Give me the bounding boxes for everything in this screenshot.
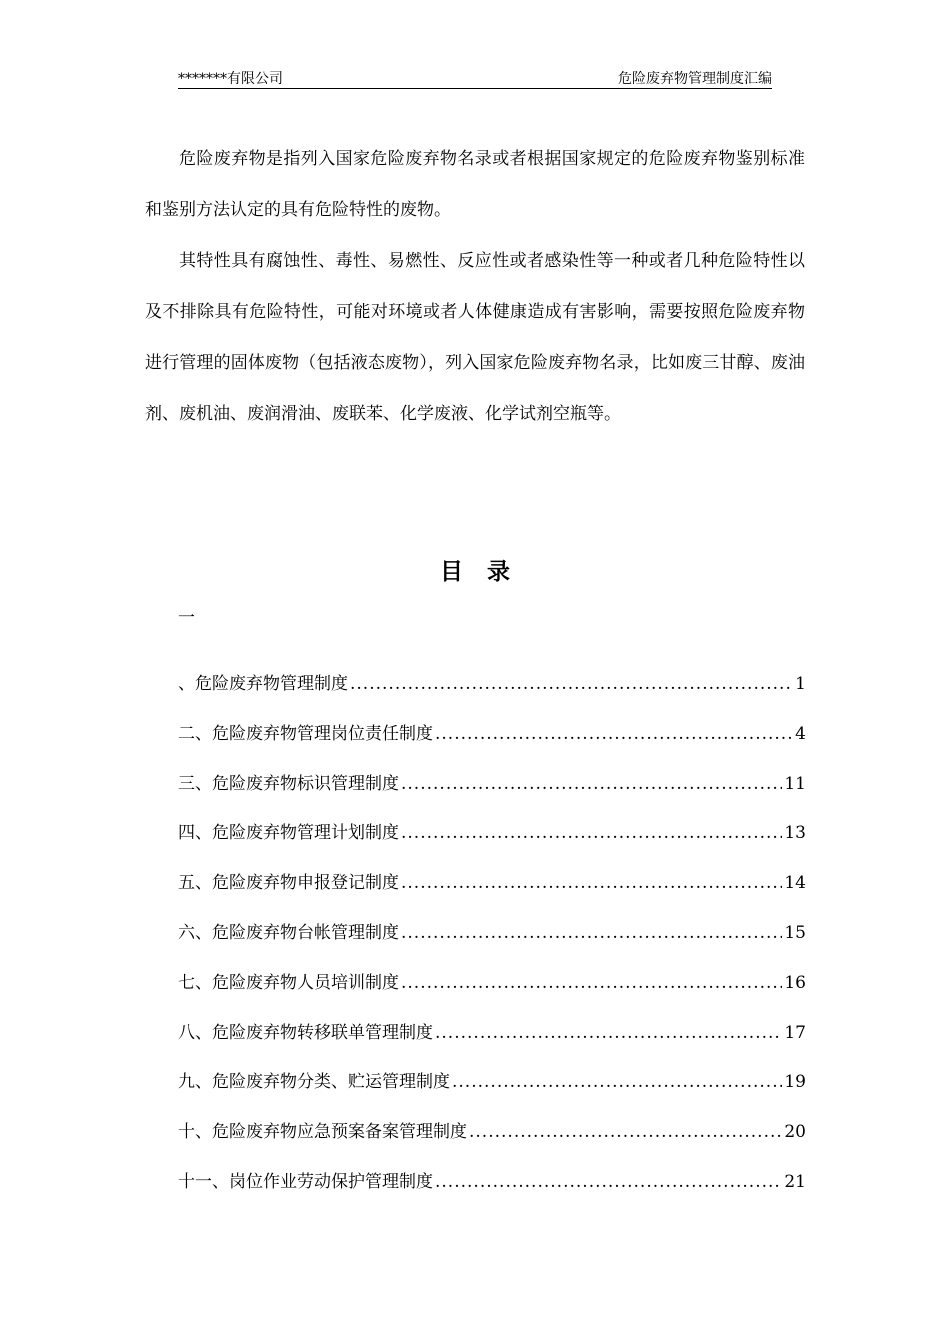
toc-leader-dots	[401, 869, 782, 897]
toc-entry-label: 三、危险废弃物标识管理制度	[178, 773, 399, 794]
page-header	[178, 70, 772, 89]
toc-entry-page: 17	[784, 1022, 806, 1043]
toc-entry-page: 15	[784, 922, 806, 943]
toc-entry[interactable]	[178, 1118, 806, 1168]
toc-leader-dots	[401, 770, 782, 798]
header-doc-title: 危险废弃物管理制度汇编	[618, 71, 772, 87]
toc-entry-page: 21	[784, 1171, 806, 1192]
toc-entry[interactable]	[178, 770, 806, 820]
toc-entry[interactable]	[178, 720, 806, 770]
toc-entry-page: 14	[784, 873, 806, 894]
toc-entry[interactable]	[178, 1168, 806, 1218]
header-company: *******有限公司	[178, 71, 283, 87]
toc-leader-dots	[435, 720, 793, 748]
toc-entry-label: 六、危险废弃物台帐管理制度	[178, 922, 399, 943]
toc-entry-page: 11	[784, 773, 806, 794]
toc-entry-label: 十一、岗位作业劳动保护管理制度	[178, 1171, 433, 1192]
toc-title: 目录	[440, 558, 534, 585]
toc-entry-page: 20	[784, 1122, 806, 1143]
toc-entry-label: 九、危险废弃物分类、贮运管理制度	[178, 1072, 450, 1093]
toc-entry[interactable]	[178, 670, 806, 720]
toc-entry[interactable]	[178, 819, 806, 869]
toc-entry-page: 19	[784, 1072, 806, 1093]
toc-entry[interactable]	[178, 1068, 806, 1118]
toc-leader-dots	[350, 670, 793, 698]
intro-paragraph: 危险废弃物是指列入国家危险废弃物名录或者根据国家规定的危险废弃物鉴别标准和鉴别方法认定的具有危险特性的废物。	[145, 149, 805, 220]
toc-entry-label: 四、危险废弃物管理计划制度	[178, 823, 399, 844]
toc-leader-dots	[401, 819, 782, 847]
toc-entry-label: 七、危险废弃物人员培训制度	[178, 972, 399, 993]
intro-section	[145, 134, 805, 440]
toc-list	[178, 670, 806, 1218]
toc-stray-mark: 一	[178, 608, 195, 628]
toc-leader-dots	[452, 1068, 782, 1096]
toc-entry[interactable]	[178, 969, 806, 1019]
toc-entry-page: 13	[784, 823, 806, 844]
toc-entry-page: 1	[795, 674, 806, 694]
toc-leader-dots	[435, 1168, 782, 1196]
toc-leader-dots	[435, 1019, 782, 1047]
toc-entry-label: 五、危险废弃物申报登记制度	[178, 873, 399, 894]
toc-entry-page: 4	[795, 723, 806, 744]
toc-leader-dots	[401, 919, 782, 947]
toc-entry[interactable]	[178, 869, 806, 919]
toc-entry-label: 、危险废弃物管理制度	[178, 674, 348, 694]
toc-entry-page: 16	[784, 972, 806, 993]
toc-leader-dots	[469, 1118, 782, 1146]
toc-leader-dots	[401, 969, 782, 997]
toc-entry-label: 八、危险废弃物转移联单管理制度	[178, 1022, 433, 1043]
toc-entry[interactable]	[178, 919, 806, 969]
toc-entry-label: 二、危险废弃物管理岗位责任制度	[178, 723, 433, 744]
toc-entry[interactable]	[178, 1019, 806, 1069]
toc-entry-label: 十、危险废弃物应急预案备案管理制度	[178, 1122, 467, 1143]
intro-paragraph: 其特性具有腐蚀性、毒性、易燃性、反应性或者感染性等一种或者几种危险特性以及不排除具有危险特性，可能对环境或者人体健康造成有害影响，需要按照危险废弃物进行管理的固体废物（包括液态废物），列入国家危险废弃物名录，比如废三甘醇、废油剂、废机油、废润滑油、废联苯、化学废液、化学试剂空瓶等。	[145, 251, 805, 424]
